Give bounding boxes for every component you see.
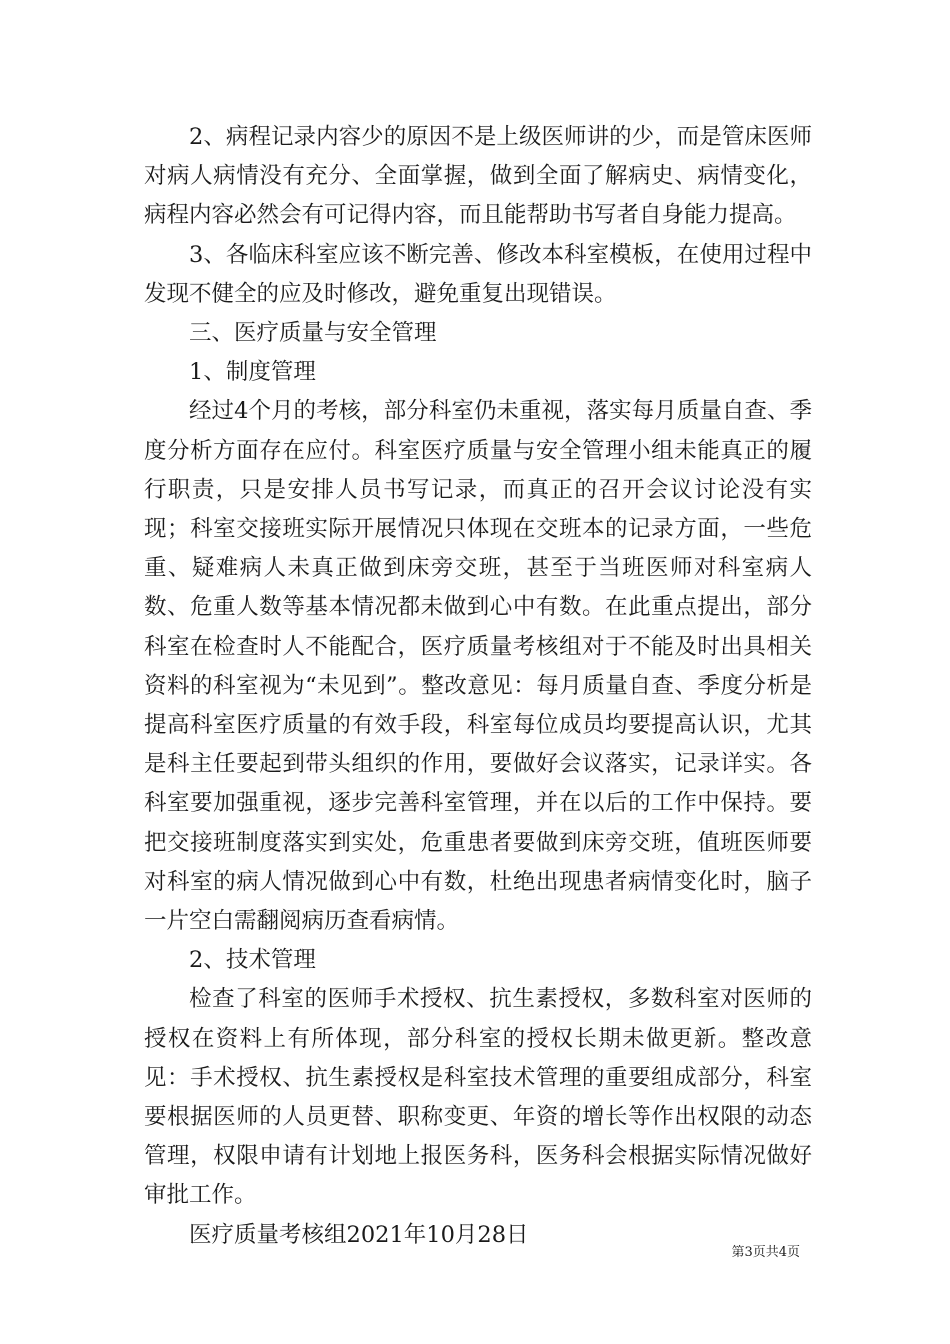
signature-line: 医疗质量考核组2021年10月28日: [189, 1221, 529, 1248]
subheading-system-management: 1、制度管理: [189, 359, 316, 386]
page-number: 第3页共4页: [731, 1245, 800, 1260]
document-body: [144, 118, 812, 1255]
paragraph-template-revision: 3、各临床科室应该不断完善、修改本科室模板，在使用过程中发现不健全的应及时修改，避免重复出现错误。: [144, 241, 812, 307]
paragraph-system-management: 经过4个月的考核，部分科室仍未重视，落实每月质量自查、季度分析方面存在应付。科室医疗质量与安全管理小组未能真正的履行职责，只是安排人员书写记录，而真正的召开会议讨论没有实现；科室交接班实际开展情况只体现在交班本的记录方面，一些危重、疑难病人未真正做到床旁交班，甚至于当班医师对科室病人数、危重人数等基本情况都未做到心中有数。在此重点提出，部分科室在检查时人不能配合，医疗质量考核组对于不能及时出具相关资料的科室视为“未见到”。整改意见：每月质量自查、季度分析是提高科室医疗质量的有效手段，科室每位成员均要提高认识，尤其是科主任要起到带头组织的作用，要做好会议落实，记录详实。各科室要加强重视，逐步完善科室管理，并在以后的工作中保持。要把交接班制度落实到实处，危重患者要做到床旁交班，值班医师要对科室的病人情况做到心中有数，杜绝出现患者病情变化时，脑子一片空白需翻阅病历查看病情。: [144, 398, 812, 935]
section-heading-quality-safety: 三、医疗质量与安全管理: [189, 320, 437, 347]
paragraph-technical-management: 检查了科室的医师手术授权、抗生素授权，多数科室对医师的授权在资料上有所体现，部分科室的授权长期未做更新。整改意见：手术授权、抗生素授权是科室技术管理的重要组成部分，科室要根据医师的人员更替、职称变更、年资的增长等作出权限的动态管理，权限申请有计划地上报医务科，医务科会根据实际情况做好审批工作。: [144, 986, 812, 1209]
paragraph-medical-record-reason: 2、病程记录内容少的原因不是上级医师讲的少，而是管床医师对病人病情没有充分、全面掌握，做到全面了解病史、病情变化，病程内容必然会有可记得内容，而且能帮助书写者自身能力提高。: [144, 124, 812, 229]
subheading-technical-management: 2、技术管理: [189, 947, 316, 974]
